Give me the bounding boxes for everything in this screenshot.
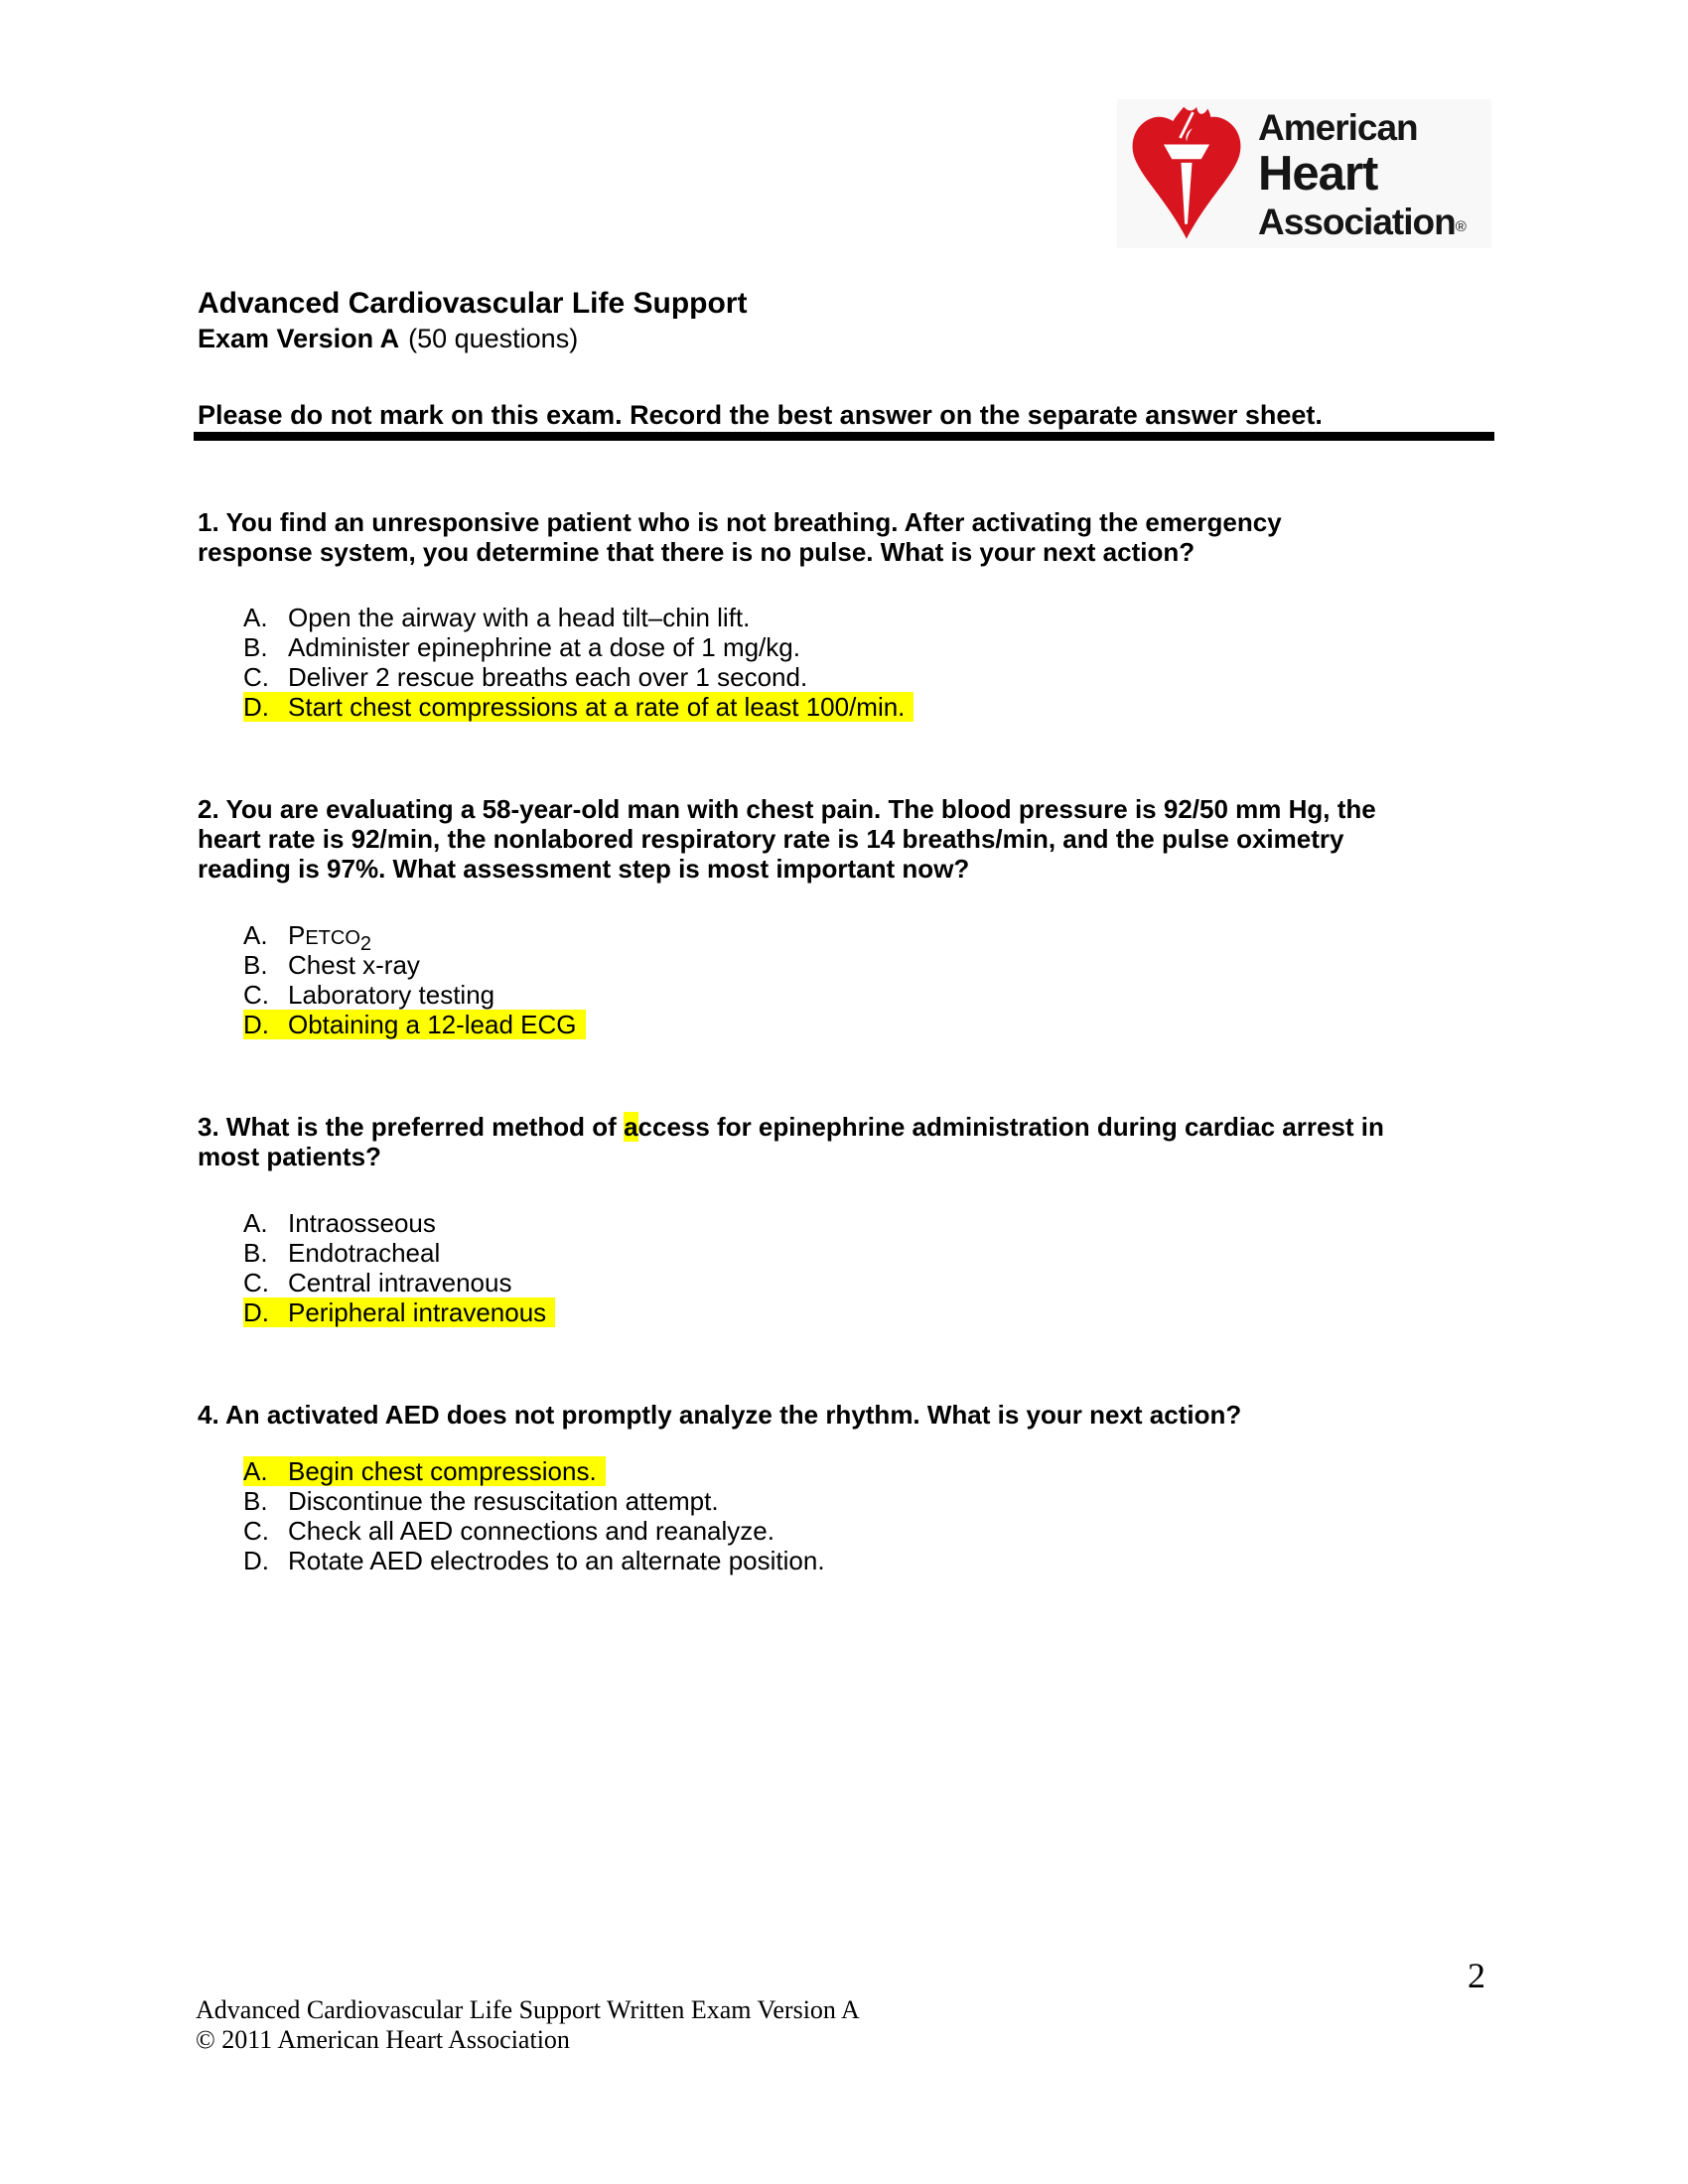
option-row bbox=[198, 1268, 555, 1297]
option-row bbox=[198, 632, 914, 662]
option-row bbox=[198, 920, 586, 955]
page-number: 2 bbox=[1468, 1956, 1485, 1995]
petco2-p: P bbox=[288, 920, 306, 950]
option-text: Obtaining a 12-lead ECG bbox=[288, 1010, 577, 1039]
page-footer bbox=[196, 1995, 860, 2055]
option-row-highlighted bbox=[198, 692, 914, 722]
option-label: D. bbox=[243, 692, 269, 722]
option-label: A. bbox=[243, 920, 268, 950]
footer-course-line: Advanced Cardiovascular Life Support Written Exam Version A bbox=[196, 1995, 860, 2024]
option-row bbox=[198, 1208, 555, 1238]
question-1-options bbox=[198, 603, 914, 722]
logo-line-association bbox=[1258, 204, 1467, 240]
option-label: B. bbox=[243, 1238, 268, 1268]
option-text: Deliver 2 rescue breaths each over 1 second. bbox=[288, 662, 808, 692]
question-2-options bbox=[198, 920, 586, 1039]
exam-version bbox=[198, 324, 578, 354]
petco2-smallcaps: ETCO bbox=[305, 927, 360, 949]
option-text: Laboratory testing bbox=[288, 980, 495, 1010]
question-stem-line: heart rate is 92/min, the nonlabored respiratory rate is 14 breaths/min, and the pulse oximetry bbox=[198, 824, 1344, 854]
option-label: D. bbox=[243, 1010, 269, 1039]
option-text: Begin chest compressions. bbox=[288, 1456, 597, 1486]
option-row bbox=[198, 980, 586, 1010]
option-label: B. bbox=[243, 632, 268, 662]
stem-text-before: 3. What is the preferred method of bbox=[198, 1112, 625, 1142]
option-text: Discontinue the resuscitation attempt. bbox=[288, 1486, 719, 1516]
question-stem-line: response system, you determine that there is no pulse. What is your next action? bbox=[198, 537, 1196, 567]
logo-wordmark bbox=[1258, 99, 1467, 240]
question-count: (50 questions) bbox=[408, 324, 579, 353]
question-2-stem bbox=[198, 794, 1376, 884]
option-label: A. bbox=[243, 603, 268, 632]
option-label: D. bbox=[243, 1546, 269, 1575]
option-label: A. bbox=[243, 1208, 268, 1238]
question-stem-line: 2. You are evaluating a 58-year-old man with chest pain. The blood pressure is 92/50 mm Hg, the bbox=[198, 794, 1376, 824]
option-label: C. bbox=[243, 662, 269, 692]
option-row bbox=[198, 1546, 825, 1575]
option-text: Central intravenous bbox=[288, 1268, 512, 1297]
question-stem-line: 4. An activated AED does not promptly analyze the rhythm. What is your next action? bbox=[198, 1400, 1242, 1430]
option-row bbox=[198, 1486, 825, 1516]
logo-line-american: American bbox=[1258, 107, 1418, 148]
option-text: Start chest compressions at a rate of at least 100/min. bbox=[288, 692, 906, 722]
question-stem-line: 1. You find an unresponsive patient who is not breathing. After activating the emergency bbox=[198, 507, 1282, 537]
option-text: Peripheral intravenous bbox=[288, 1297, 547, 1327]
registered-trademark-symbol: ® bbox=[1455, 218, 1467, 235]
option-text: Check all AED connections and reanalyze. bbox=[288, 1516, 774, 1546]
option-label: C. bbox=[243, 1516, 269, 1546]
option-label: C. bbox=[243, 980, 269, 1010]
option-label: D. bbox=[243, 1297, 269, 1327]
footer-copyright-line: © 2011 American Heart Association bbox=[196, 2025, 570, 2054]
question-3-options bbox=[198, 1208, 555, 1327]
option-row bbox=[198, 662, 914, 692]
stem-text-after: ccess for epinephrine administration during cardiac arrest in bbox=[637, 1112, 1384, 1142]
question-4-options bbox=[198, 1456, 825, 1575]
option-label: C. bbox=[243, 1268, 269, 1297]
question-1-stem bbox=[198, 507, 1282, 567]
heart-torch-icon bbox=[1127, 101, 1246, 246]
option-text: Open the airway with a head tilt–chin lift. bbox=[288, 603, 751, 632]
exam-version-label: Exam Version A bbox=[198, 324, 400, 353]
question-3-stem bbox=[198, 1112, 1384, 1171]
option-row bbox=[198, 1516, 825, 1546]
divider-rule bbox=[194, 432, 1494, 441]
option-row-highlighted bbox=[198, 1010, 586, 1039]
option-row-highlighted bbox=[198, 1297, 555, 1327]
logo-association-text: Association bbox=[1258, 202, 1456, 242]
question-stem-line: most patients? bbox=[198, 1142, 381, 1171]
option-label: A. bbox=[243, 1456, 268, 1486]
question-4-stem bbox=[198, 1400, 1241, 1430]
option-label: B. bbox=[243, 950, 268, 980]
option-text: Endotracheal bbox=[288, 1238, 441, 1268]
question-stem-line: reading is 97%. What assessment step is most important now? bbox=[198, 854, 970, 884]
option-label: B. bbox=[243, 1486, 268, 1516]
option-row-highlighted bbox=[198, 1456, 825, 1486]
page-title: Advanced Cardiovascular Life Support bbox=[198, 287, 748, 320]
option-text: Administer epinephrine at a dose of 1 mg/kg. bbox=[288, 632, 800, 662]
exam-instructions: Please do not mark on this exam. Record the best answer on the separate answer sheet. bbox=[198, 400, 1323, 430]
option-row bbox=[198, 950, 586, 980]
stem-highlighted-char: a bbox=[624, 1112, 638, 1142]
option-row bbox=[198, 603, 914, 632]
option-row bbox=[198, 1238, 555, 1268]
question-stem-line bbox=[198, 1112, 1384, 1142]
option-text: Chest x-ray bbox=[288, 950, 420, 980]
option-text: Intraosseous bbox=[288, 1208, 436, 1238]
petco2-subscript: 2 bbox=[359, 933, 372, 955]
aha-logo bbox=[1117, 99, 1491, 248]
logo-line-heart: Heart bbox=[1258, 147, 1378, 201]
option-text: Rotate AED electrodes to an alternate position. bbox=[288, 1546, 825, 1575]
